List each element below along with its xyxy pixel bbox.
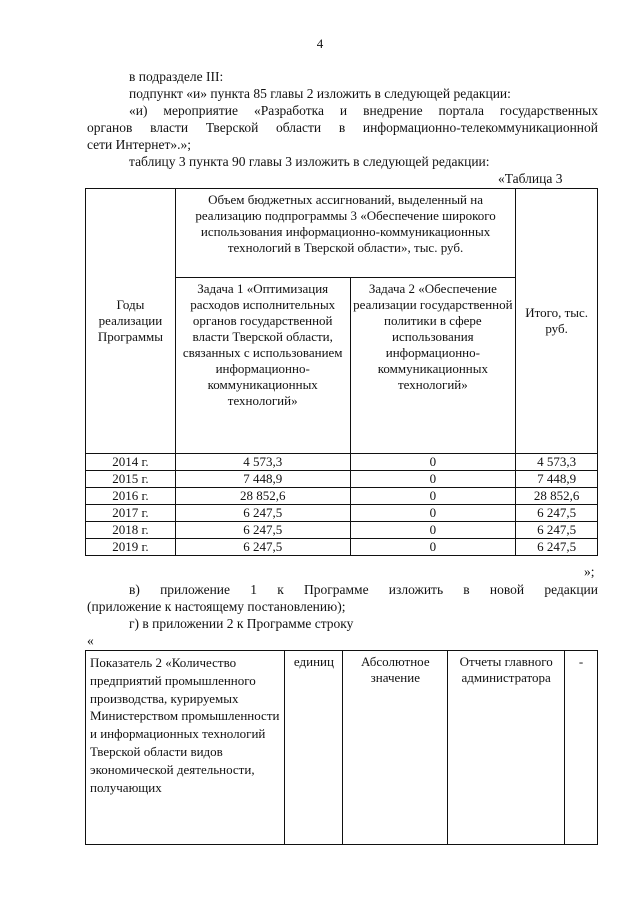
cell-year: 2019 г. <box>86 539 176 556</box>
cell-source: Отчеты главного администратора <box>448 651 565 845</box>
cell-total: 7 448,9 <box>516 471 598 488</box>
cell-dash: - <box>565 651 598 845</box>
header-budget-group: Объем бюджетных ассигнований, выделенный на реализацию подпрограммы 3 «Обеспечение широкого использования информационно-коммуникационных технологий в Тверской области», тыс. руб. <box>175 189 515 278</box>
para-table-intro: таблицу 3 пункта 90 главы 3 изложить в следующей редакции: <box>129 154 490 169</box>
table-caption: «Таблица 3 <box>498 171 563 186</box>
cell-year: 2015 г. <box>86 471 176 488</box>
indicator-table <box>85 650 598 845</box>
header-total: Итого, тыс. руб. <box>516 189 598 454</box>
cell-unit: единиц <box>285 651 343 845</box>
table-row <box>86 471 598 488</box>
table-row <box>86 539 598 556</box>
para-item-i-line2: органов власти Тверской области в информационно-телекоммуникационной <box>87 120 598 135</box>
cell-total: 28 852,6 <box>516 488 598 505</box>
cell-year: 2017 г. <box>86 505 176 522</box>
table-row <box>86 454 598 471</box>
cell-task1: 28 852,6 <box>175 488 350 505</box>
cell-task1: 6 247,5 <box>175 505 350 522</box>
cell-task2: 0 <box>350 488 516 505</box>
cell-task1: 6 247,5 <box>175 522 350 539</box>
cell-value-type: Абсолютное значение <box>343 651 448 845</box>
header-task1: Задача 1 «Оптимизация расходов исполнительных органов государственной власти Тверской области, связанных с использованием информационно-коммуникационных технологий» <box>175 278 350 454</box>
para-item-v-line2: (приложение к настоящему постановлению); <box>87 599 346 614</box>
cell-task2: 0 <box>350 539 516 556</box>
header-years: Годы реализации Программы <box>86 189 176 454</box>
page-number: 4 <box>316 36 324 51</box>
cell-total: 6 247,5 <box>516 539 598 556</box>
cell-task1: 7 448,9 <box>175 471 350 488</box>
open-quote: « <box>87 633 94 648</box>
cell-task2: 0 <box>350 505 516 522</box>
cell-indicator: Показатель 2 «Количество предприятий промышленного производства, курируемых Министерством промышленности и информационных технологий Тверской области видов экономической деятельности, получающих <box>86 651 285 845</box>
para-subpoint: подпункт «и» пункта 85 главы 2 изложить в следующей редакции: <box>129 86 511 101</box>
table-row <box>86 505 598 522</box>
cell-task2: 0 <box>350 522 516 539</box>
cell-year: 2016 г. <box>86 488 176 505</box>
cell-task1: 6 247,5 <box>175 539 350 556</box>
table-end-quote: »; <box>584 564 595 579</box>
cell-total: 6 247,5 <box>516 522 598 539</box>
para-item-i-line3: сети Интернет».»; <box>87 137 192 152</box>
para-item-v-line1: в) приложение 1 к Программе изложить в новой редакции <box>129 582 598 597</box>
header-task2: Задача 2 «Обеспечение реализации государственной политики в сфере использования информационно-коммуникационных технологий» <box>350 278 516 454</box>
para-item-g: г) в приложении 2 к Программе строку <box>129 616 354 631</box>
table-row <box>86 488 598 505</box>
budget-table <box>85 188 598 556</box>
table-row <box>86 522 598 539</box>
cell-total: 6 247,5 <box>516 505 598 522</box>
cell-year: 2014 г. <box>86 454 176 471</box>
para-subsection: в подразделе III: <box>129 69 224 84</box>
cell-task1: 4 573,3 <box>175 454 350 471</box>
cell-total: 4 573,3 <box>516 454 598 471</box>
para-item-i-line1: «и) мероприятие «Разработка и внедрение портала государственных <box>129 103 598 118</box>
cell-task2: 0 <box>350 471 516 488</box>
cell-year: 2018 г. <box>86 522 176 539</box>
cell-task2: 0 <box>350 454 516 471</box>
